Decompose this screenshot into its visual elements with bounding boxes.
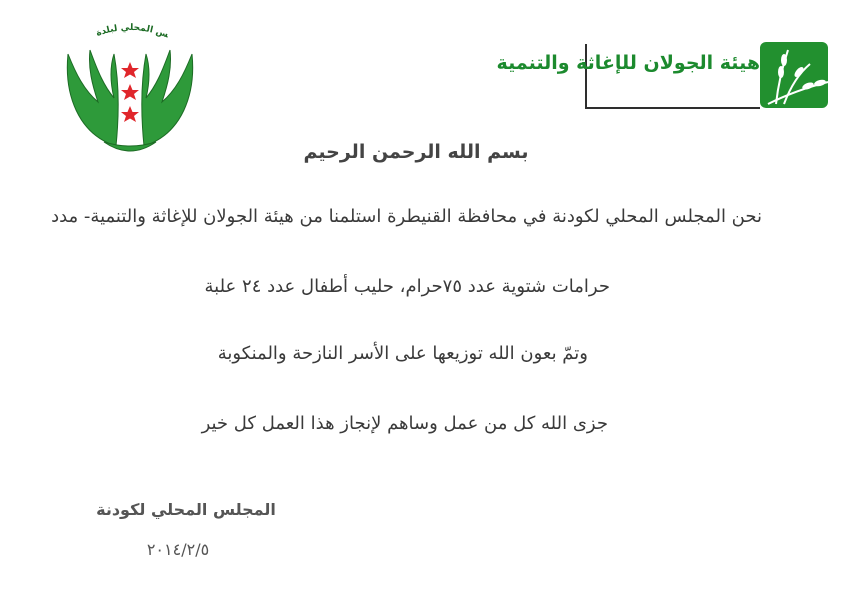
letter-line-1: نحن المجلس المحلي لكودنة في محافظة القنيطرة استلمنا من هيئة الجولان للإغاثة والتنمية- مدد xyxy=(51,206,762,227)
letter-line-4: جزى الله كل من عمل وساهم لإنجاز هذا العمل كل خير xyxy=(201,413,608,434)
golan-logo-frame xyxy=(496,38,832,112)
svg-text:المجلس المحلي لبلدة كودنة xyxy=(58,14,170,40)
emblem-arc-text: س المحلي لبلدة xyxy=(94,22,170,41)
letter-date: ٢٠١٤/٢/٥ xyxy=(146,540,210,559)
red-stars xyxy=(121,62,139,122)
basmala-heading: بسم الله الرحمن الرحيم xyxy=(303,141,529,163)
council-emblem-graphic xyxy=(58,14,202,158)
council-emblem-logo xyxy=(58,14,202,158)
signature: المجلس المحلي لكودنة xyxy=(96,500,276,519)
golan-relief-logo xyxy=(496,38,832,112)
letter-line-2: حرامات شتوية عدد ٧٥حرام، حليب أطفال عدد ٢٤ علبة xyxy=(204,276,610,297)
golan-logo-text: هيئة الجولان للإغاثة والتنمية xyxy=(496,52,760,74)
letter-line-3: وتمّ بعون الله توزيعها على الأسر النازحة والمنكوبة xyxy=(217,343,588,364)
